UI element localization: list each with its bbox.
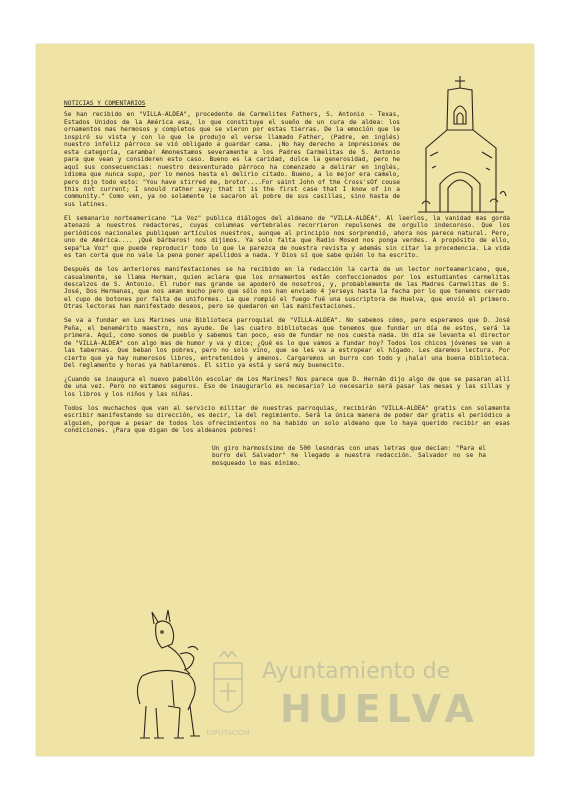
paragraph: ¿Cuando se inaugura el nuevo pabellón escolar de Los Marines? Nos parece que D. Hernán dijo algo de que se pasaran allí de una vez. Pero no estamos seguros. Eso de inaugurarlo es necesario? Lo necesario será pasar las mesas y las sillas y los libros y los niños y las niñas.: [64, 375, 510, 398]
watermark-line2: HUELVA: [280, 687, 480, 731]
article-body: [64, 100, 510, 473]
paragraph: Un giro harmosísimo de 500 lesndras con unas letras que decían: "Para el burro del Salvador" he llegado a nuestra redacción. Salvador no se ha mosqueado lo mas mínimo.: [212, 444, 486, 467]
paragraph: Se han recibido en "VILLA-ALDEA", procedente de Carmelites Fathers, S. Antonio - Texas, Estados Unidos de la América esa, lo que constituye el sueño de un cura de aldea: los ornamentos mas hermosos y completos que se vieron por estas tierras. De la emoción que le inspiró su vista y con lo que le produjo el verse llamado Father, (Padre, en inglés) nuestro infeliz párroco se vió obligado a guardar cama. ¡No hay derecho a impresiones de esta categoría, caramba! Amonestamos severamente a los Padres Carmelitas de S. Antonio para que vean y consideren esto caso. Bueno es la caridad, dulce la generosidad, pero he aquí sus consecuencias: nuestro desventurado párroco ha comenzado a delirar en inglés, idioma que nunca supo, por lo menos hasta el delirio citado. Bueno, a lo mejor era camelo, pero dijo todo esto: "You have stirred me, brotor....For saint John of the Cross'sOf couse this not current; I snould rather say; that it is the first case that I know of in a community." Como ven, ya no solamente le sacaron al pobre de sus casillas, sino hasta de sus latines.: [64, 111, 400, 208]
paragraph: Se va a fundar en Los Marines una Biblioteca parroquial de "VILLA-ALDEA". No sabemos cómo, pero esperamos que D. José Peña, el benemérito maestro, nos ayude. De las cuatro bibliotecas que tenemos que fundar un día de estos, será la primera. Aquí, como somos de pueblo y sabemos tan poco, eso de fundar no nos cuesta nada. Un día se levanta el director de "VILLA-ALDEA" con algo mas de humor y va y dice; ¿Qué es lo que vamos a fundar hoy? Todos los chicos jóvenes se van a las tabernas. Que beban los pobres, pero no solo vino, que se les va a estropear el hígado. Les daremos lectura. Por cierto que ya hay numerosos libros, entretenidos y amenos. Cargaremos un burro con todo y ¡hala! una buena biblioteca. Del reglamento y horas ya hablaremos. El sitio ya está y será muy buenecito.: [64, 317, 510, 369]
section-heading: NOTICIAS Y COMENTARIOS: [64, 100, 146, 107]
watermark: [198, 647, 528, 767]
seal-text: DIPUTACION: [206, 729, 250, 737]
paragraph: Todos los muchachos que van al servicio militar de nuestras parroquias, recibirán "VILLA-ALDEA" gratis con solamente escribir manifestando su dirección, es decir, la del regimiento. Será la única manera de poder dar gratis el periódico a alguien, porque a pesar de todos los ofrecimientos no ha habido un solo aldeano que lo haya querido recibir en esas condiciones. ¡Para que digan de los aldeanos pobres!: [64, 404, 510, 435]
watermark-line1: Ayuntamiento de: [262, 659, 451, 684]
coat-of-arms-icon: [200, 651, 256, 737]
paragraph: El semanario norteamericano "La Voz" publica diálogos del aldeano de "VILLA-ALDEA". Al leerlos, la vanidad mas gorda atenazó a nuestros redactores, cuyas columnas vertebrales recorrieron repulsones de orgullo indecoroso. Que los periódicos nacionales publiquen artículos nuestros, aunque al principio nos sorprendió, ahora nos parece natural. Pero, uno de América.... ¡Qué bárbaros! nos dijimos. Ya solo falta que Radio Mosed nos ponga verdes. A propósito de ello, sepa"La Voz" que puede reproducir todo lo que le parezca de nuestra revista y además sin citar la procedencia. La vida es tan corta que no vale la pena poner apellidos a nada. Y Dios sí que sabe quién lo ha escrito.: [64, 214, 510, 260]
paragraph: Después de los anteriores manifestaciones se ha recibido en la redacción la carta de un lector norteamericano, que, casualmente, se llama Herman, quien aclara que los ornamentos están confeccionados por los estudiantes carmelitas descalzos de S. Antonio. El rubor mas grande se apoderó de nosotros, y, probablemente de las Madres Carmelitas de S. José, Dos Hermanas, que nos aman mucho pero que sólo nos han enviado 4 jerseys hasta la fecha por lo que tenemos cerrado el cupo de botones por falta de uniformes. La que rompió el fuego fué una suscriptora de Huelva, que envió el primero. Otras lectoras han manifestado deseos, pero se quedaron en las manifestaciones.: [64, 266, 510, 311]
